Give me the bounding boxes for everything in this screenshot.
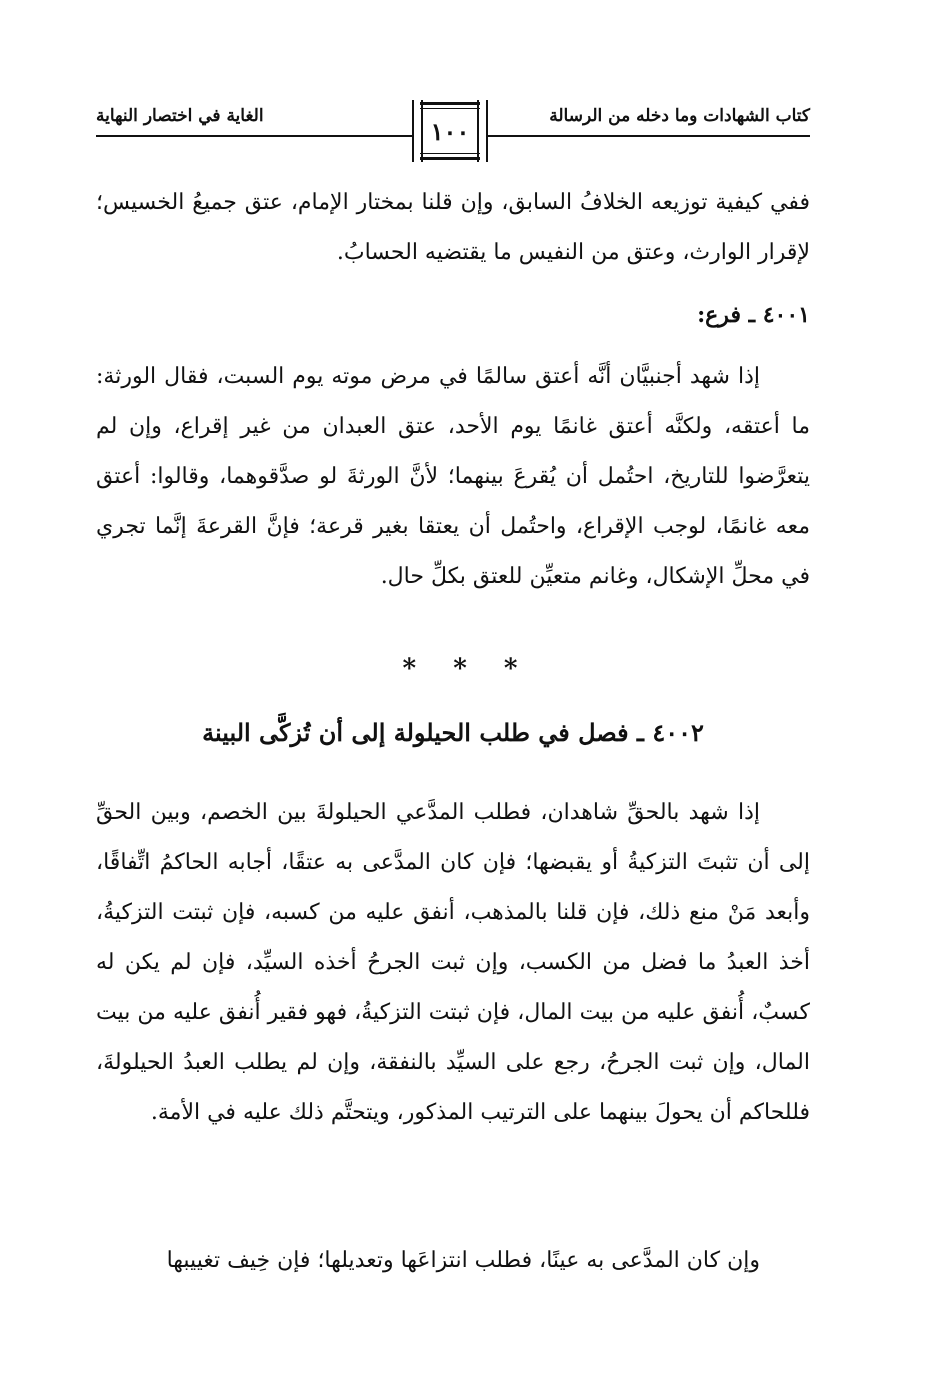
section-separator: * * * bbox=[402, 654, 532, 684]
book-title: كتاب الشهادات وما دخله من الرسالة bbox=[549, 106, 810, 126]
paragraph-branch bbox=[96, 352, 810, 602]
paragraph-section-text: إذا شهد بالحقِّ شاهدان، فطلب المدَّعي الحيلولةَ بين الخصم، وبين الحقِّ إلى أن تثبتَ التزكيةُ أو يقبضها؛ فإن كان المدَّعى به عتقًا، أجابه الحاكمُ اتِّفاقًا، وأبعد مَنْ منع ذلك، فإن قلنا بالمذهب، أنفق عليه من كسبه، فإن ثبتت التزكيةُ، أخذ العبدُ ما فضل من الكسب، وإن ثبت الجرحُ أخذه السيِّد، فإن لم يكن له كسبٌ، أُنفق عليه من بيت المال، فإن ثبتت التزكيةُ، فهو فقير أُنفق عليه من بيت المال، وإن ثبت الجرحُ، رجع على السيِّد بالنفقة، وإن لم يطلب العبدُ الحيلولةَ، فللحاكم أن يحولَ بينهما على الترتيب المذكور، ويتحتَّم ذلك عليه في الأمة. bbox=[96, 800, 810, 1125]
paragraph-last bbox=[96, 1236, 810, 1286]
running-header bbox=[96, 92, 810, 172]
work-title: الغاية في اختصار النهاية bbox=[96, 106, 264, 126]
paragraph-branch-text: إذا شهد أجنبيَّان أنَّه أعتق سالمًا في مرض موته يوم السبت، فقال الورثة: ما أعتقه، ولكنَّه أعتق غانمًا يوم الأحد، عتق العبدان من غير إقراع، وإن لم يتعرَّضوا للتاريخ، احتُمل أن يُقرعَ بينهما؛ لأنَّ الورثةَ لو صدَّقوهما، وقالوا: أعتق معه غانمًا، لوجب الإقراع، واحتُمل أن يعتقا بغير قرعة؛ فإنَّ القرعةَ إنَّما تجري في محلِّ الإشكال، وغانم متعيِّن للعتق بكلِّ حال. bbox=[96, 364, 810, 589]
paragraph-last-text: وإن كان المدَّعى به عينًا، فطلب انتزاعَها وتعديلها؛ فإن خِيف تغييبها bbox=[166, 1248, 760, 1273]
page-number: ١٠٠ bbox=[430, 117, 470, 146]
branch-heading: ٤٠٠١ ـ فرع: bbox=[697, 302, 810, 328]
section-heading: ٤٠٠٢ ـ فصل في طلب الحيلولة إلى أن تُزكَّى البينة bbox=[202, 718, 704, 747]
paragraph-continuation: ففي كيفية توزيعه الخلافُ السابق، وإن قلنا بمختار الإمام، عتق جميعُ الخسيس؛ لإقرار الوارث، وعتق من النفيس ما يقتضيه الحسابُ. bbox=[96, 190, 810, 265]
page-number-frame bbox=[412, 100, 488, 162]
paragraph-section bbox=[96, 788, 810, 1138]
